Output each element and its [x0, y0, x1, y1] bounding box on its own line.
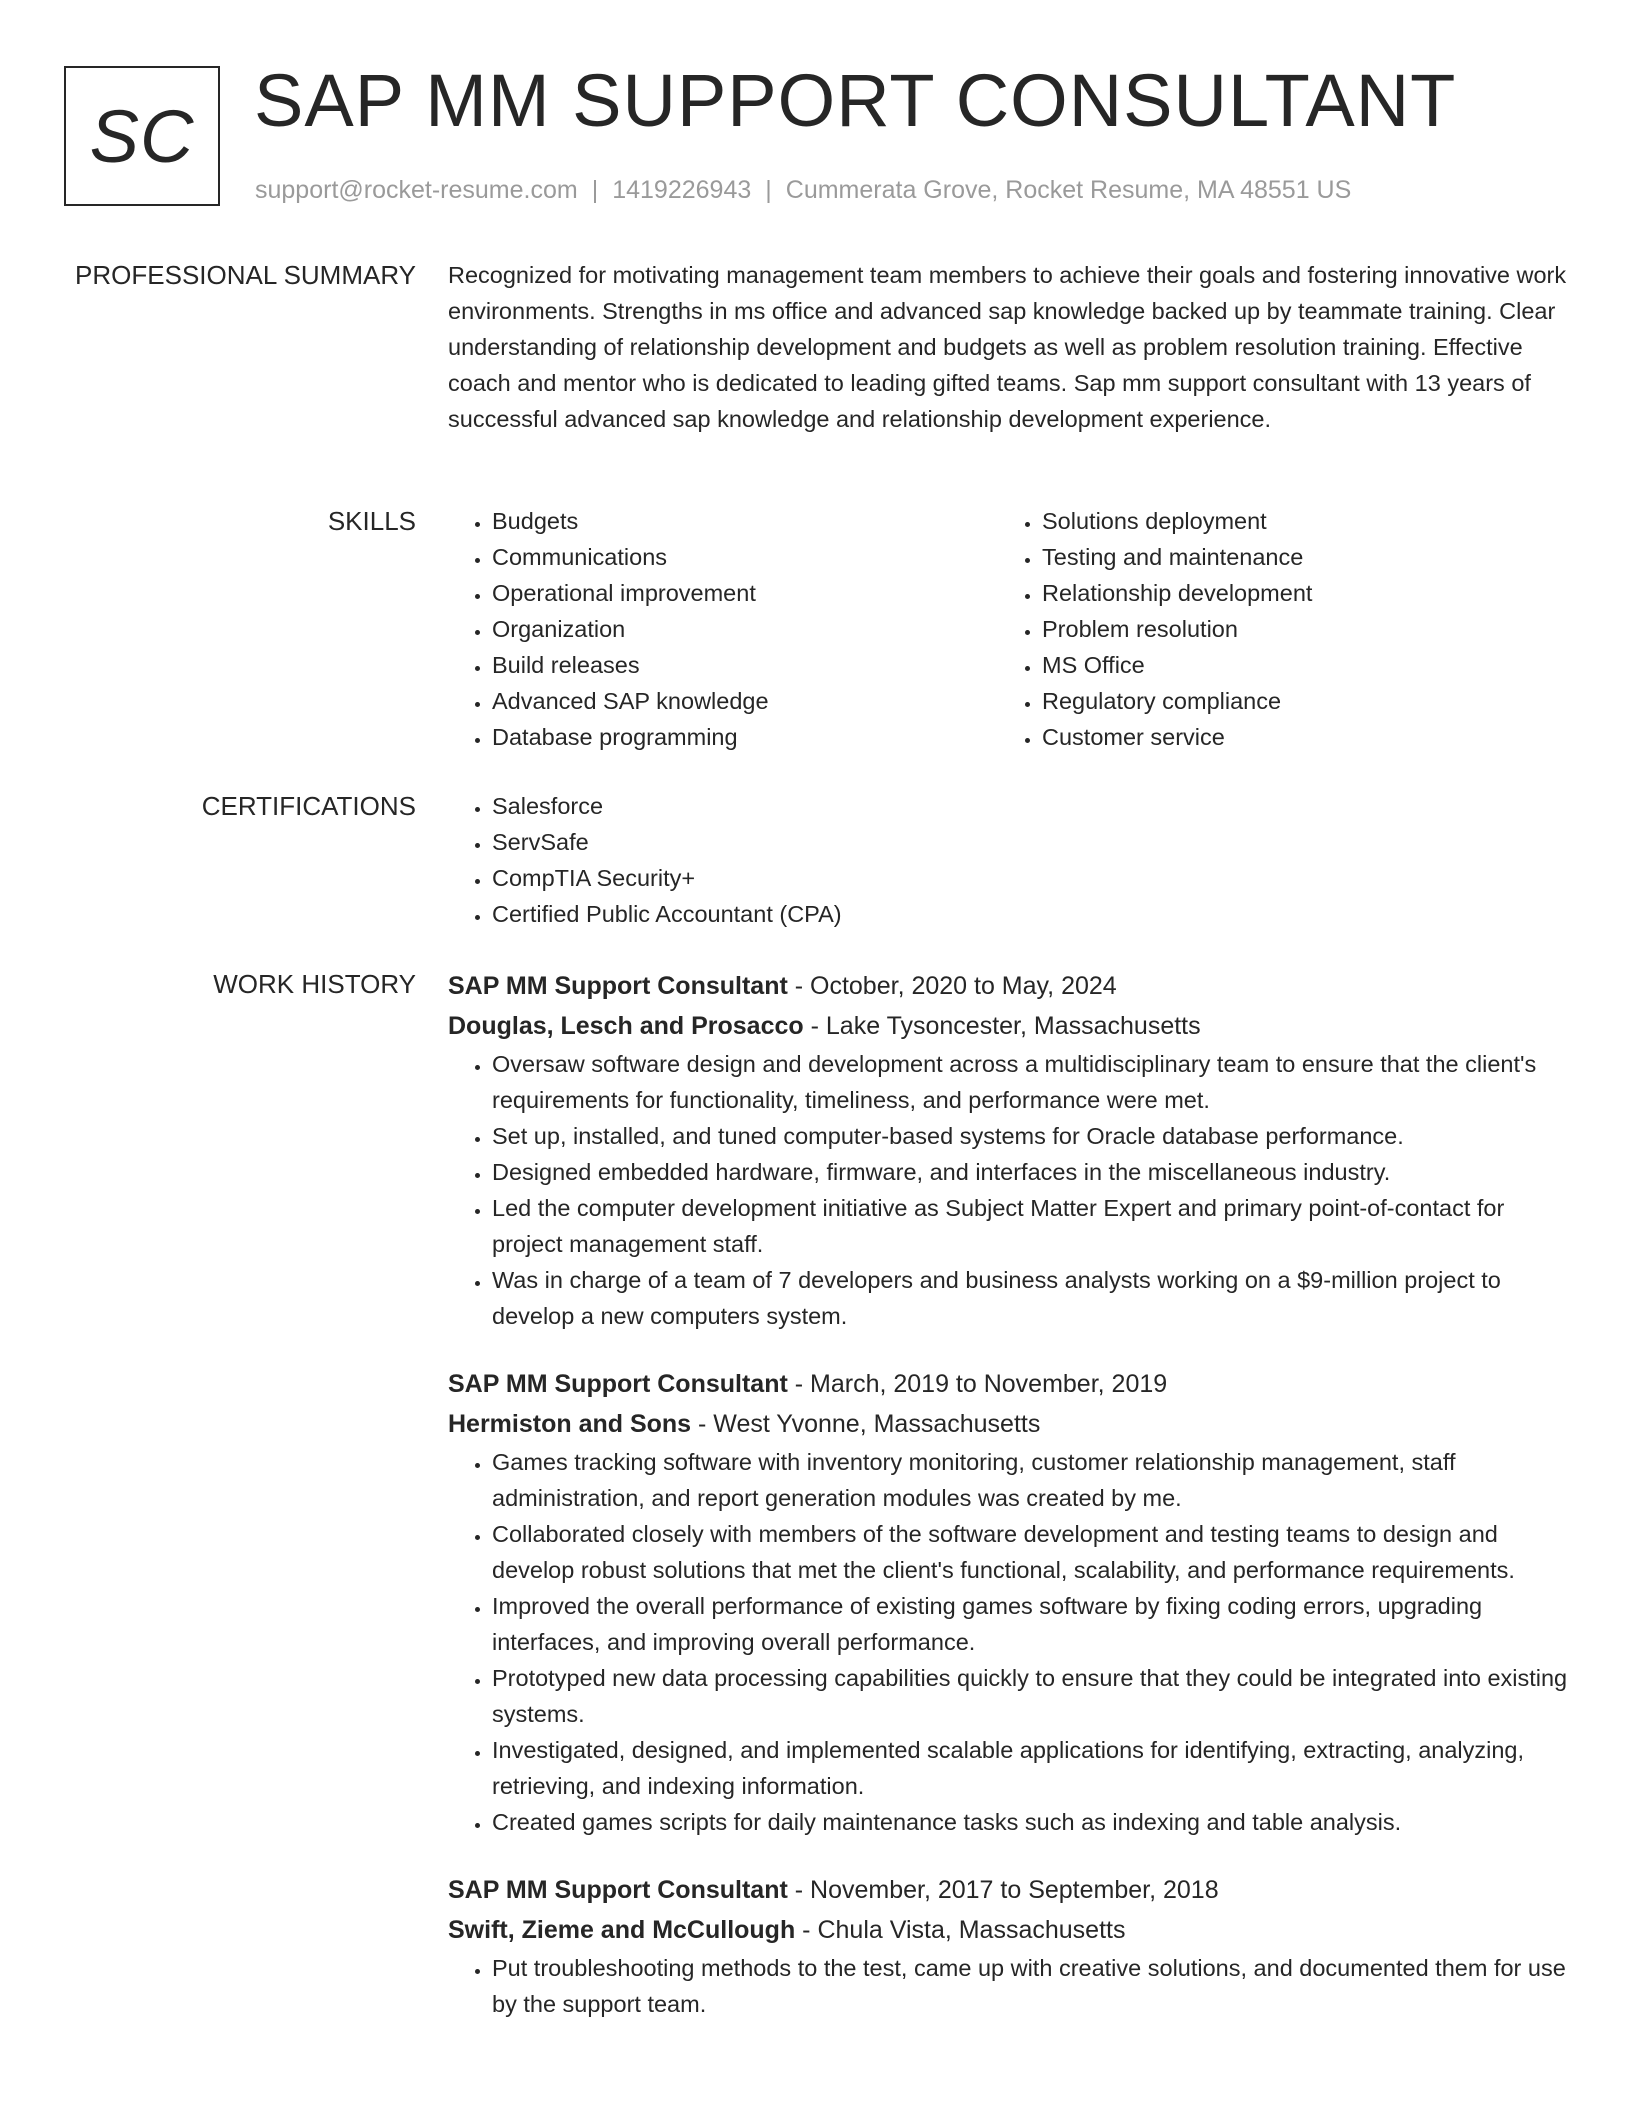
job-title: SAP MM Support Consultant [448, 1876, 788, 1904]
skill-item: • Testing and maintenance [1042, 539, 1548, 575]
certifications-list [448, 788, 1568, 932]
job-company-line [448, 1404, 1568, 1444]
job-title: SAP MM Support Consultant [448, 972, 788, 1000]
job-bullet: • Improved the overall performance of existing games software by fixing coding errors, upgrading interfaces, and improving overall performance. [492, 1588, 1568, 1660]
job-entry [448, 1364, 1568, 1840]
skill-item: • Regulatory compliance [1042, 683, 1548, 719]
skill-item: • Advanced SAP knowledge [492, 683, 998, 719]
job-dates: - March, 2019 to November, 2019 [787, 1370, 1168, 1398]
summary-text: Recognized for motivating management team members to achieve their goals and fostering innovative work environments. Strengths in ms office and advanced sap knowledge backed up by teammate training. Clear understanding of relationship development and budgets as well as problem resolution training. Effective coach and mentor who is dedicated to leading gifted teams. Sap mm support consultant with 13 years of successful advanced sap knowledge and relationship development experience. [448, 262, 1567, 432]
job-bullet: • Prototyped new data processing capabilities quickly to ensure that they could be integrated into existing systems. [492, 1660, 1568, 1732]
skills-body [448, 503, 1568, 755]
contact-separator: | [591, 176, 599, 204]
job-title-line [448, 966, 1568, 1006]
job-entry [448, 966, 1568, 1334]
skill-item: • Relationship development [1042, 575, 1548, 611]
job-bullet: • Oversaw software design and development across a multidisciplinary team to ensure that the client's requirements for functionality, timeliness, and performance were met. [492, 1046, 1568, 1118]
job-bullet: • Investigated, designed, and implemented scalable applications for identifying, extracting, analyzing, retrieving, and indexing information. [492, 1732, 1568, 1804]
certification-item: • Certified Public Accountant (CPA) [492, 896, 1568, 932]
job-bullet-list [448, 1444, 1568, 1840]
skill-item: • Communications [492, 539, 998, 575]
email-link[interactable]: support@rocket-resume.com [255, 176, 578, 204]
job-location: - Lake Tysoncester, Massachusetts [803, 1012, 1201, 1040]
skills-column-left [448, 503, 998, 755]
job-bullet: • Designed embedded hardware, firmware, and interfaces in the miscellaneous industry. [492, 1154, 1568, 1190]
job-company: Douglas, Lesch and Prosacco [448, 1012, 804, 1040]
skills-list-right [998, 503, 1548, 755]
skill-item: • Budgets [492, 503, 998, 539]
job-company-line [448, 1910, 1568, 1950]
skill-item: • Customer service [1042, 719, 1548, 755]
skill-item: • Solutions deployment [1042, 503, 1548, 539]
job-company-line [448, 1006, 1568, 1046]
job-entry [448, 1870, 1568, 2022]
contact-separator: | [765, 176, 772, 204]
job-bullet: • Put troubleshooting methods to the test, came up with creative solutions, and documented them for use by the support team. [492, 1950, 1568, 2022]
job-bullet: • Collaborated closely with members of the software development and testing teams to design and develop robust solutions that met the client's functional, scalability, and performance requirements. [492, 1516, 1568, 1588]
work-history-heading: WORK HISTORY [213, 969, 416, 999]
summary-heading: PROFESSIONAL SUMMARY [75, 260, 416, 290]
job-bullet-list [448, 1950, 1568, 2022]
skill-item: • Organization [492, 611, 998, 647]
job-dates: - November, 2017 to September, 2018 [787, 1876, 1219, 1904]
job-company: Hermiston and Sons [448, 1410, 692, 1438]
certifications-body [448, 788, 1568, 932]
skills-heading: SKILLS [327, 506, 416, 536]
summary-body [448, 257, 1568, 437]
monogram-logo: SC [64, 66, 220, 206]
page-title: SAP MM SUPPORT CONSULTANT [254, 59, 1457, 142]
job-bullet: • Games tracking software with inventory monitoring, customer relationship management, staff administration, and report generation modules was created by me. [492, 1444, 1568, 1516]
certifications-heading: CERTIFICATIONS [201, 791, 416, 821]
job-title-line [448, 1364, 1568, 1404]
job-bullet: • Was in charge of a team of 7 developers and business analysts working on a $9-million project to develop a new computers system. [492, 1262, 1568, 1334]
address: Cummerata Grove, Rocket Resume, MA 48551 US [785, 176, 1352, 204]
skills-grid [448, 503, 1568, 755]
job-bullet: • Created games scripts for daily maintenance tasks such as indexing and table analysis. [492, 1804, 1568, 1840]
skill-item: • Database programming [492, 719, 998, 755]
job-bullet: • Set up, installed, and tuned computer-based systems for Oracle database performance. [492, 1118, 1568, 1154]
skill-item: • MS Office [1042, 647, 1548, 683]
skill-item: • Operational improvement [492, 575, 998, 611]
job-location: - Chula Vista, Massachusetts [795, 1916, 1126, 1944]
job-title: SAP MM Support Consultant [448, 1370, 788, 1398]
work-history-body [448, 966, 1568, 2022]
contact-line [255, 174, 1351, 206]
certification-item: • ServSafe [492, 824, 1568, 860]
job-company: Swift, Zieme and McCullough [448, 1916, 796, 1944]
job-dates: - October, 2020 to May, 2024 [787, 972, 1117, 1000]
phone-number: 1419226943 [612, 176, 752, 204]
skills-list-left [448, 503, 998, 755]
skill-item: • Problem resolution [1042, 611, 1548, 647]
skill-item: • Build releases [492, 647, 998, 683]
job-bullet-list [448, 1046, 1568, 1334]
certification-item: • CompTIA Security+ [492, 860, 1568, 896]
skills-column-right [998, 503, 1548, 755]
job-location: - West Yvonne, Massachusetts [691, 1410, 1041, 1438]
certification-item: • Salesforce [492, 788, 1568, 824]
job-bullet: • Led the computer development initiative as Subject Matter Expert and primary point-of-contact for project management staff. [492, 1190, 1568, 1262]
job-title-line [448, 1870, 1568, 1910]
